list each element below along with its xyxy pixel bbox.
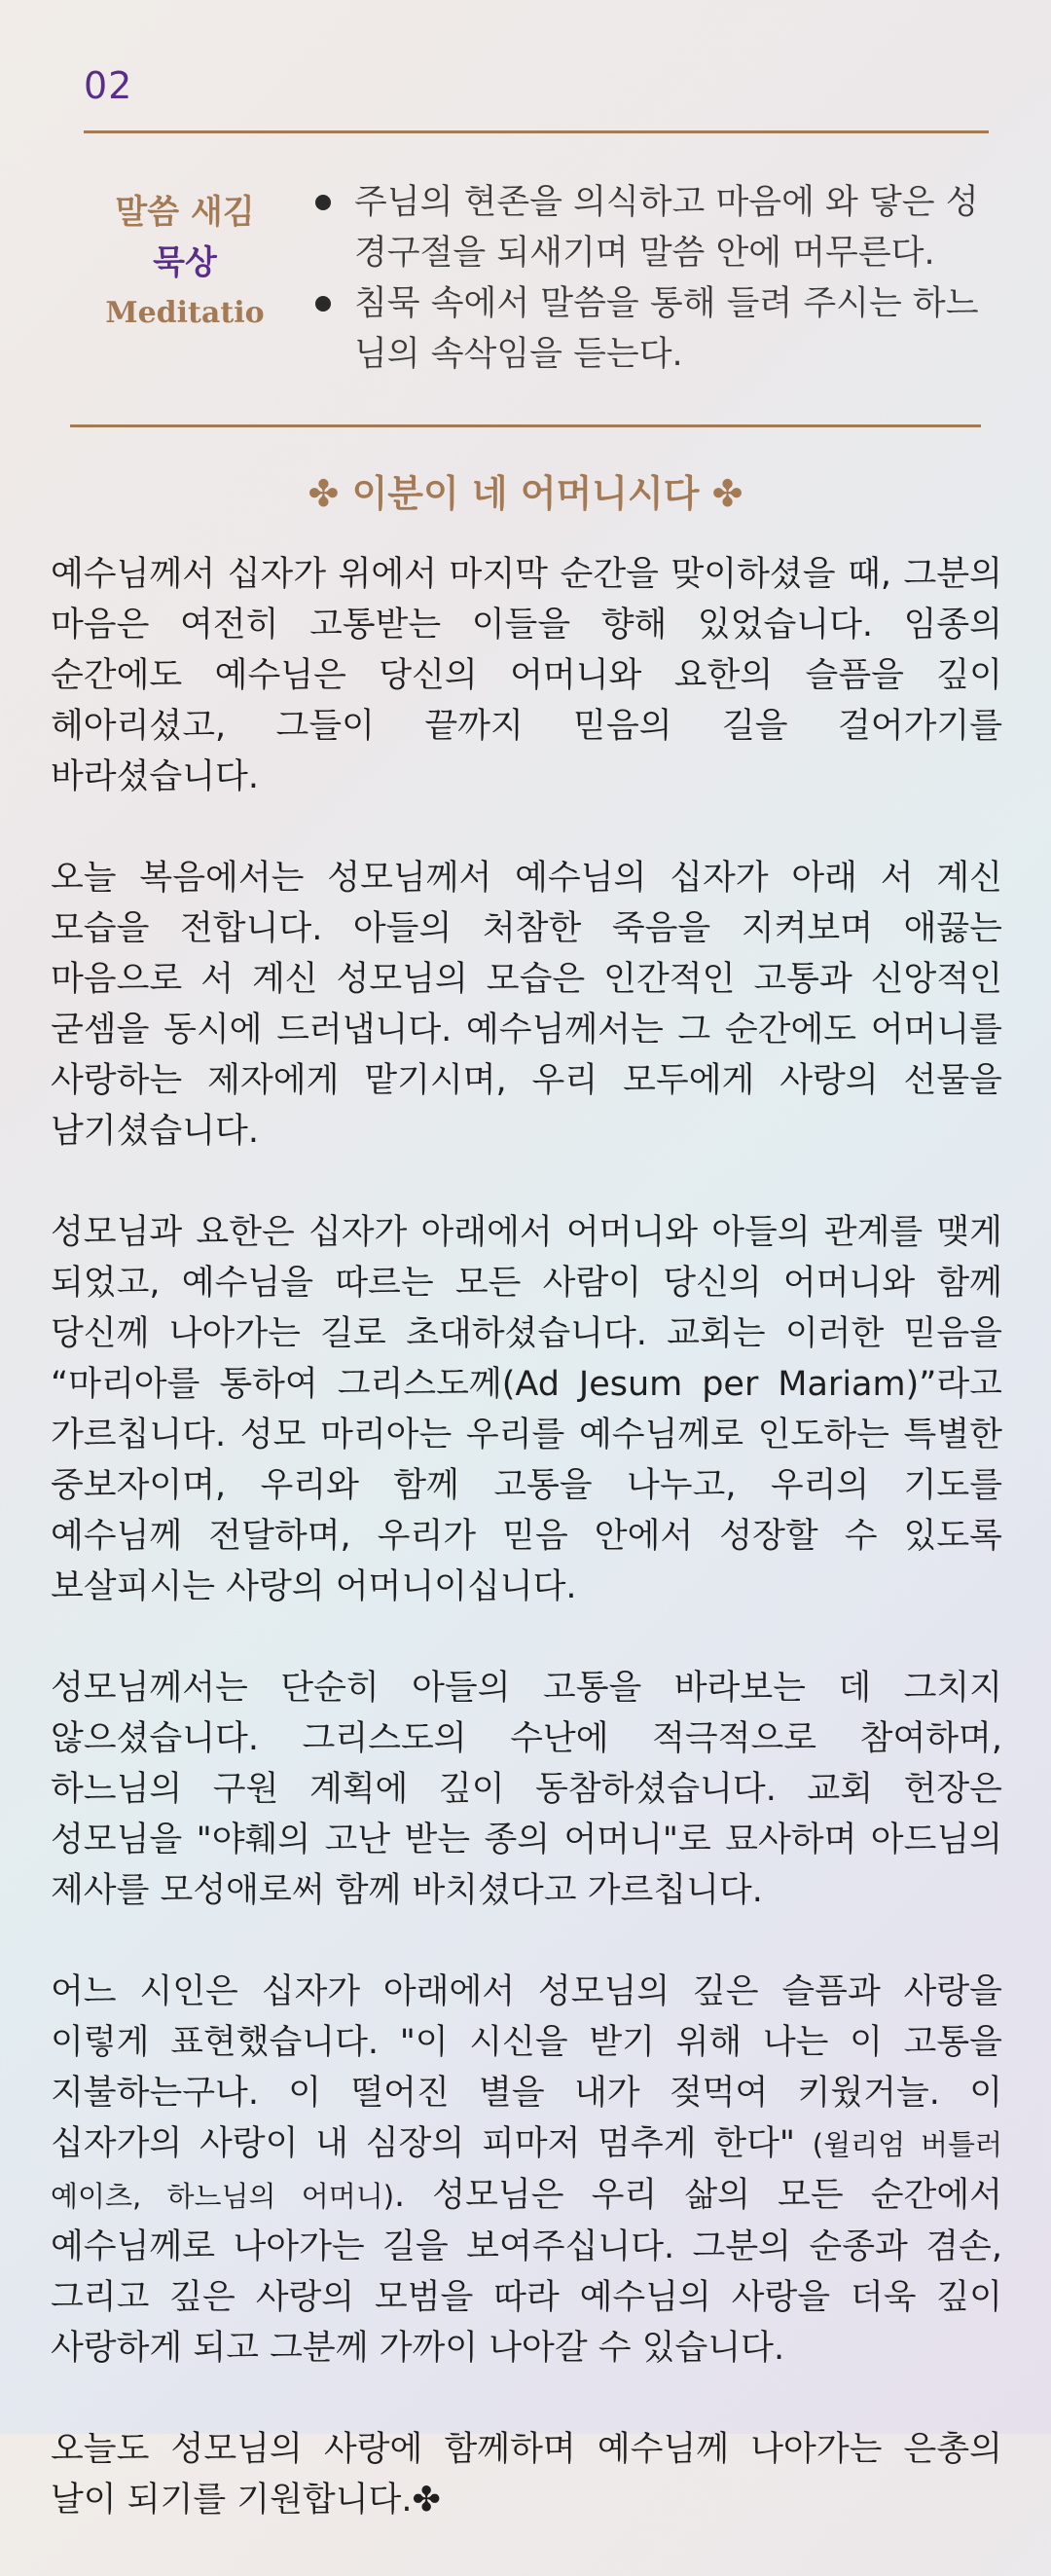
instruction-item: [311, 278, 993, 380]
poem-text-after: . 성모님은 우리 삶의 모든 순간에서 예수님께로 나아가는 길을 보여주십니다. 그분의 순종과 겸손, 그리고 깊은 사랑의 모범을 따라 예수님의 사랑을 더욱 깊이 사랑하게 되고 그분께 가까이 나아갈 수 있습니다.: [51, 2176, 1002, 2368]
poem-text: 어느 시인은 십자가 아래에서 성모님의 깊은 슬픔과 사랑을 이렇게 표현했습니다. "이 시신을 받기 위해 나는 이 고통을 지불하는구나. 이 떨어진 별을 내가 젖먹여 키웠거늘. 이 십자가의 사랑이 내 심장의 피마저 멈추게 한다": [51, 1972, 1002, 2163]
body-paragraph: 성모님과 요한은 십자가 아래에서 어머니와 아들의 관계를 맺게 되었고, 예수님을 따르는 모든 사람이 당신의 어머니와 함께 당신께 나아가는 길로 초대하셨습니다. 교회는 이러한 믿음을 “마리아를 통하여 그리스도께(Ad Jesum per Mariam)”라고 가르칩니다. 성모 마리아는 우리를 예수님께로 인도하는 특별한 중보자이며, 우리와 함께 고통을 나누고, 우리의 기도를 예수님께 전달하며, 우리가 믿음 안에서 성장할 수 있도록 보살피시는 사랑의 어머니이십니다.: [51, 1213, 1002, 1606]
meditatio-label: [78, 187, 292, 339]
instruction-list: [311, 177, 993, 380]
body-paragraph-poem: [51, 1967, 1002, 2374]
body-paragraph: 오늘 복음에서는 성모님께서 예수님의 십자가 아래 서 계신 모습을 전합니다. 아들의 처참한 죽음을 지켜보며 애끓는 마음으로 서 계신 성모님의 모습은 인간적인 고통과 신앙적인 굳셈을 동시에 드러냅니다. 예수님께서는 그 순간에도 어머니를 사랑하는 제자에게 맡기시며, 우리 모두에게 사랑의 선물을 남기셨습니다.: [51, 859, 1002, 1151]
reflection-body: [51, 549, 1002, 2576]
bullet-dot-icon: [315, 195, 331, 210]
section-title: ✤ 이분이 네 어머니시다 ✤: [308, 472, 743, 515]
body-paragraph: 성모님께서는 단순히 아들의 고통을 바라보는 데 그치지 않으셨습니다. 그리스도의 수난에 적극적으로 참여하며, 하느님의 구원 계획에 깊이 동참하셨습니다. 교회 헌장은 성모님을 "야훼의 고난 받는 종의 어머니"로 묘사하며 아드님의 제사를 모성애로써 함께 바치셨다고 가르칩니다.: [51, 1669, 1002, 1910]
label-line-1: 말씀 새김: [115, 193, 255, 232]
instruction-text: 주님의 현존을 의식하고 마음에 와 닿은 성경구절을 되새기며 말씀 안에 머무른다.: [354, 183, 979, 273]
instruction-item: [311, 177, 993, 278]
middle-divider: [70, 424, 981, 427]
body-paragraph: 예수님께서 십자가 위에서 마지막 순간을 맞이하셨을 때, 그분의 마음은 여전히 고통받는 이들을 향해 있었습니다. 임종의 순간에도 예수님은 당신의 어머니와 요한의 슬픔을 깊이 헤아리셨고, 그들이 끝까지 믿음의 길을 걸어가기를 바라셨습니다.: [51, 555, 1002, 796]
label-line-3: Meditatio: [105, 296, 265, 330]
page-number: 02: [84, 64, 133, 107]
label-line-2: 묵상: [153, 243, 217, 282]
bullet-dot-icon: [315, 296, 331, 312]
closing-paragraph: 오늘도 성모님의 사랑에 함께하며 예수님께 나아가는 은총의 날이 되기를 기원합니다.✤: [51, 2430, 1002, 2520]
top-divider: [84, 130, 989, 133]
instruction-text: 침묵 속에서 말씀을 통해 들려 주시는 하느님의 속삭임을 듣는다.: [354, 284, 979, 374]
poem-citation: (윌리엄 버틀러 예이츠, 하느님의 어머니): [51, 2128, 1002, 2213]
